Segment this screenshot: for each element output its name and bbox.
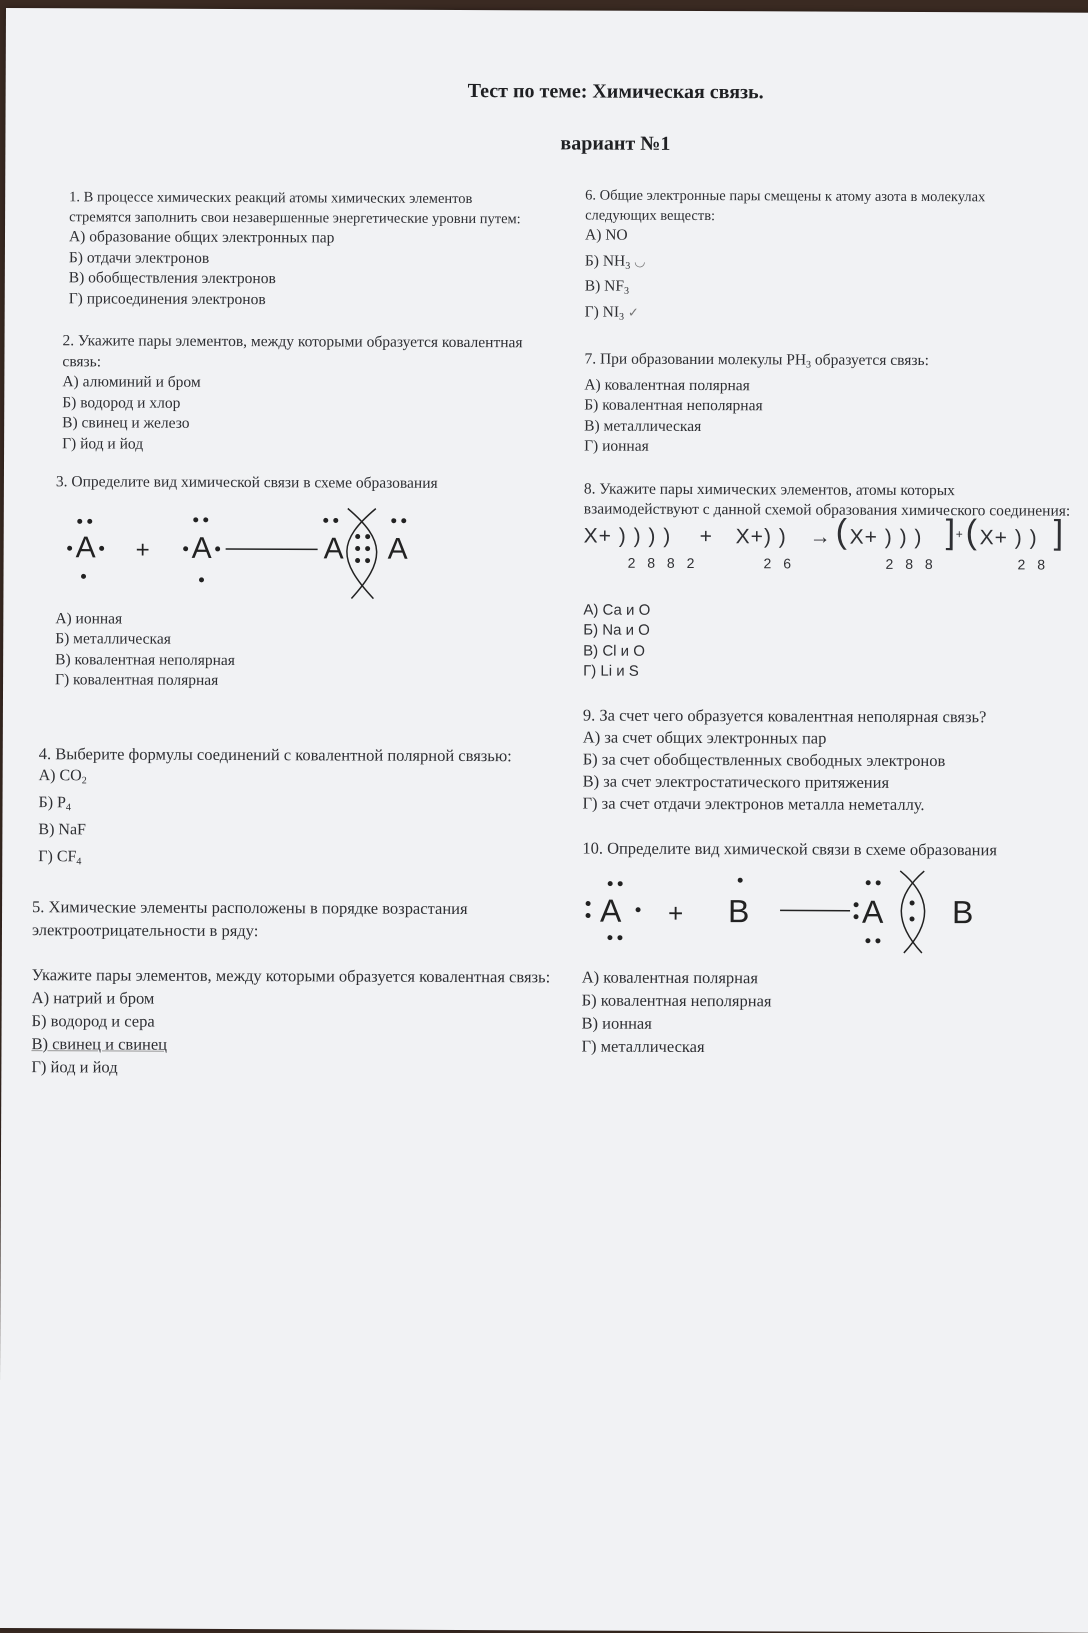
scheme-plus: + bbox=[136, 536, 150, 563]
option-a: А) алюминий и бром bbox=[62, 372, 542, 395]
question-5 bbox=[31, 895, 552, 1080]
option-a: А) Са и О bbox=[583, 600, 1073, 623]
right-column bbox=[581, 187, 1075, 1078]
question-9 bbox=[582, 704, 1072, 816]
question-stem: 9. За счет чего образуется ковалентная неполярная связь? bbox=[583, 704, 1073, 728]
scheme-atom-b: B bbox=[728, 893, 750, 929]
option-a: А) $CO_2$ bbox=[39, 765, 549, 794]
question-stem: 6. Общие электронные пары смещены к атому азота в молекулах следующих веществ: bbox=[585, 187, 1015, 228]
option-d: Г) йод и йод bbox=[31, 1055, 551, 1080]
scheme-atom-b: X+) ) bbox=[736, 527, 787, 548]
option-c: В) NaF bbox=[38, 819, 548, 848]
scheme-atom-3: A bbox=[324, 532, 344, 565]
scheme-ion-c-shells: 2 8 8 bbox=[886, 553, 937, 574]
option-b: Б) металлическая bbox=[55, 629, 555, 652]
option-a: А) NO bbox=[585, 226, 1015, 253]
question-3 bbox=[33, 472, 556, 693]
option-c: В) Cl и О bbox=[583, 641, 1073, 664]
scheme-arrow: → bbox=[810, 527, 832, 548]
question-1 bbox=[35, 188, 530, 311]
option-a: А) образование общих электронных пар bbox=[69, 227, 529, 250]
scheme-atom-a: X+ ) ) ) ) bbox=[584, 526, 672, 547]
bohr-scheme bbox=[584, 526, 1074, 582]
option-a: А) за счет общих электронных пар bbox=[583, 726, 1073, 750]
option-b: Б) водород и сера bbox=[32, 1009, 552, 1034]
question-4 bbox=[32, 743, 549, 875]
option-d: Г) присоединения электронов bbox=[69, 289, 529, 312]
option-c: В) ковалентная неполярная bbox=[55, 650, 555, 673]
option-b: Б) $NH_3$ ◡ bbox=[585, 251, 1015, 278]
bracket-open-1: ( bbox=[836, 521, 848, 542]
scheme-atom-a2: A bbox=[862, 893, 884, 929]
option-b: Б) за счет обобществленных свободных электронов bbox=[583, 748, 1073, 772]
option-c: В) ионная bbox=[582, 1011, 1082, 1036]
variant-label: вариант №1 bbox=[5, 130, 1088, 158]
scheme-atom-a: A bbox=[600, 892, 622, 928]
scheme-atom-b-shells: 2 6 bbox=[764, 553, 796, 574]
scheme-atom-4: A bbox=[388, 532, 408, 565]
option-d: Г) за счет отдачи электронов металла неметаллу. bbox=[582, 792, 1072, 816]
question-2 bbox=[34, 331, 543, 456]
page-title: Тест по теме: Химическая связь. bbox=[6, 78, 1088, 106]
scheme-atom-1: A bbox=[76, 531, 96, 564]
question-8 bbox=[583, 479, 1074, 684]
question-stem: 10. Определите вид химической связи в схеме образования bbox=[582, 836, 1082, 861]
option-d: Г) Li и S bbox=[583, 662, 1073, 685]
scheme-atom-2: A bbox=[192, 531, 212, 564]
option-a: А) ковалентная полярная bbox=[584, 375, 1024, 397]
option-b: Б) Na и О bbox=[583, 621, 1073, 644]
scheme-atom-b2: B bbox=[952, 894, 974, 930]
option-d: Г) ионная bbox=[584, 437, 1024, 459]
option-a: А) ионная bbox=[55, 609, 555, 632]
option-b: Б) отдачи электронов bbox=[69, 248, 529, 271]
question-stem: 5. Химические элементы расположены в порядке возрастания электроотрицательности в ряду: bbox=[32, 895, 552, 943]
option-d: Г) $NI_3$ ✓ bbox=[585, 302, 1015, 329]
lewis-scheme-1 bbox=[55, 499, 435, 601]
option-c: В) свинец и свинец bbox=[31, 1032, 551, 1057]
option-a: А) натрий и бром bbox=[32, 986, 552, 1011]
ion-charge: + bbox=[956, 524, 964, 545]
question-stem: 2. Укажите пары элементов, между которыми образуется ковалентная связь: bbox=[62, 331, 542, 374]
option-b: Б) $P_4$ bbox=[38, 792, 548, 821]
scheme-ion-c: X+ ) ) ) bbox=[850, 527, 923, 548]
question-stem: 7. При образовании молекулы $PH_3$ образуется связь: bbox=[584, 350, 1024, 377]
left-column bbox=[31, 188, 555, 1098]
bracket-open-2: ( bbox=[966, 522, 978, 543]
test-sheet bbox=[0, 8, 1088, 1633]
question-6 bbox=[585, 187, 1016, 330]
question-stem: 1. В процессе химических реакций атомы химических элементов стремятся заполнить свои незавершенные энергетические уровни путем: bbox=[69, 188, 529, 229]
option-b: Б) ковалентная неполярная bbox=[584, 396, 1024, 418]
scheme-plus: + bbox=[668, 897, 683, 927]
scheme-ion-d: X+ ) ) bbox=[980, 528, 1038, 549]
question-stem: 3. Определите вид химической связи в схеме образования bbox=[56, 472, 556, 495]
option-d: Г) йод и йод bbox=[62, 434, 542, 457]
lewis-scheme-2 bbox=[582, 865, 1002, 957]
scheme-ion-d-shells: 2 8 bbox=[1018, 554, 1050, 575]
question-10 bbox=[581, 836, 1082, 1059]
question-stem: 4. Выберите формулы соединений с ковалентной полярной связью: bbox=[39, 743, 549, 767]
scheme-plus: + bbox=[700, 527, 713, 548]
option-a: А) ковалентная полярная bbox=[582, 965, 1082, 990]
option-d: Г) ковалентная полярная bbox=[55, 670, 555, 693]
option-c: В) $NF_3$ bbox=[585, 277, 1015, 304]
bracket-close-2: ] bbox=[1054, 522, 1065, 543]
question-7 bbox=[584, 350, 1024, 459]
option-c: В) обобществления электронов bbox=[69, 268, 529, 291]
option-d: Г) металлическая bbox=[581, 1034, 1081, 1059]
scheme-atom-a-shells: 2 8 8 2 bbox=[628, 552, 699, 573]
option-b: Б) водород и хлор bbox=[62, 393, 542, 416]
option-b: Б) ковалентная неполярная bbox=[582, 988, 1082, 1013]
option-d: Г) $CF_4$ bbox=[38, 846, 548, 875]
question-stem-2: Укажите пары элементов, между которыми образуется ковалентная связь: bbox=[32, 963, 552, 988]
option-c: В) свинец и железо bbox=[62, 413, 542, 436]
option-c: В) за счет электростатического притяжения bbox=[583, 770, 1073, 794]
question-stem: 8. Укажите пары химических элементов, атомы которых взаимодействуют с данной схемой образования химического соединения: bbox=[584, 479, 1074, 522]
bracket-close-1: ] bbox=[946, 522, 957, 543]
option-c: В) металлическая bbox=[584, 416, 1024, 438]
